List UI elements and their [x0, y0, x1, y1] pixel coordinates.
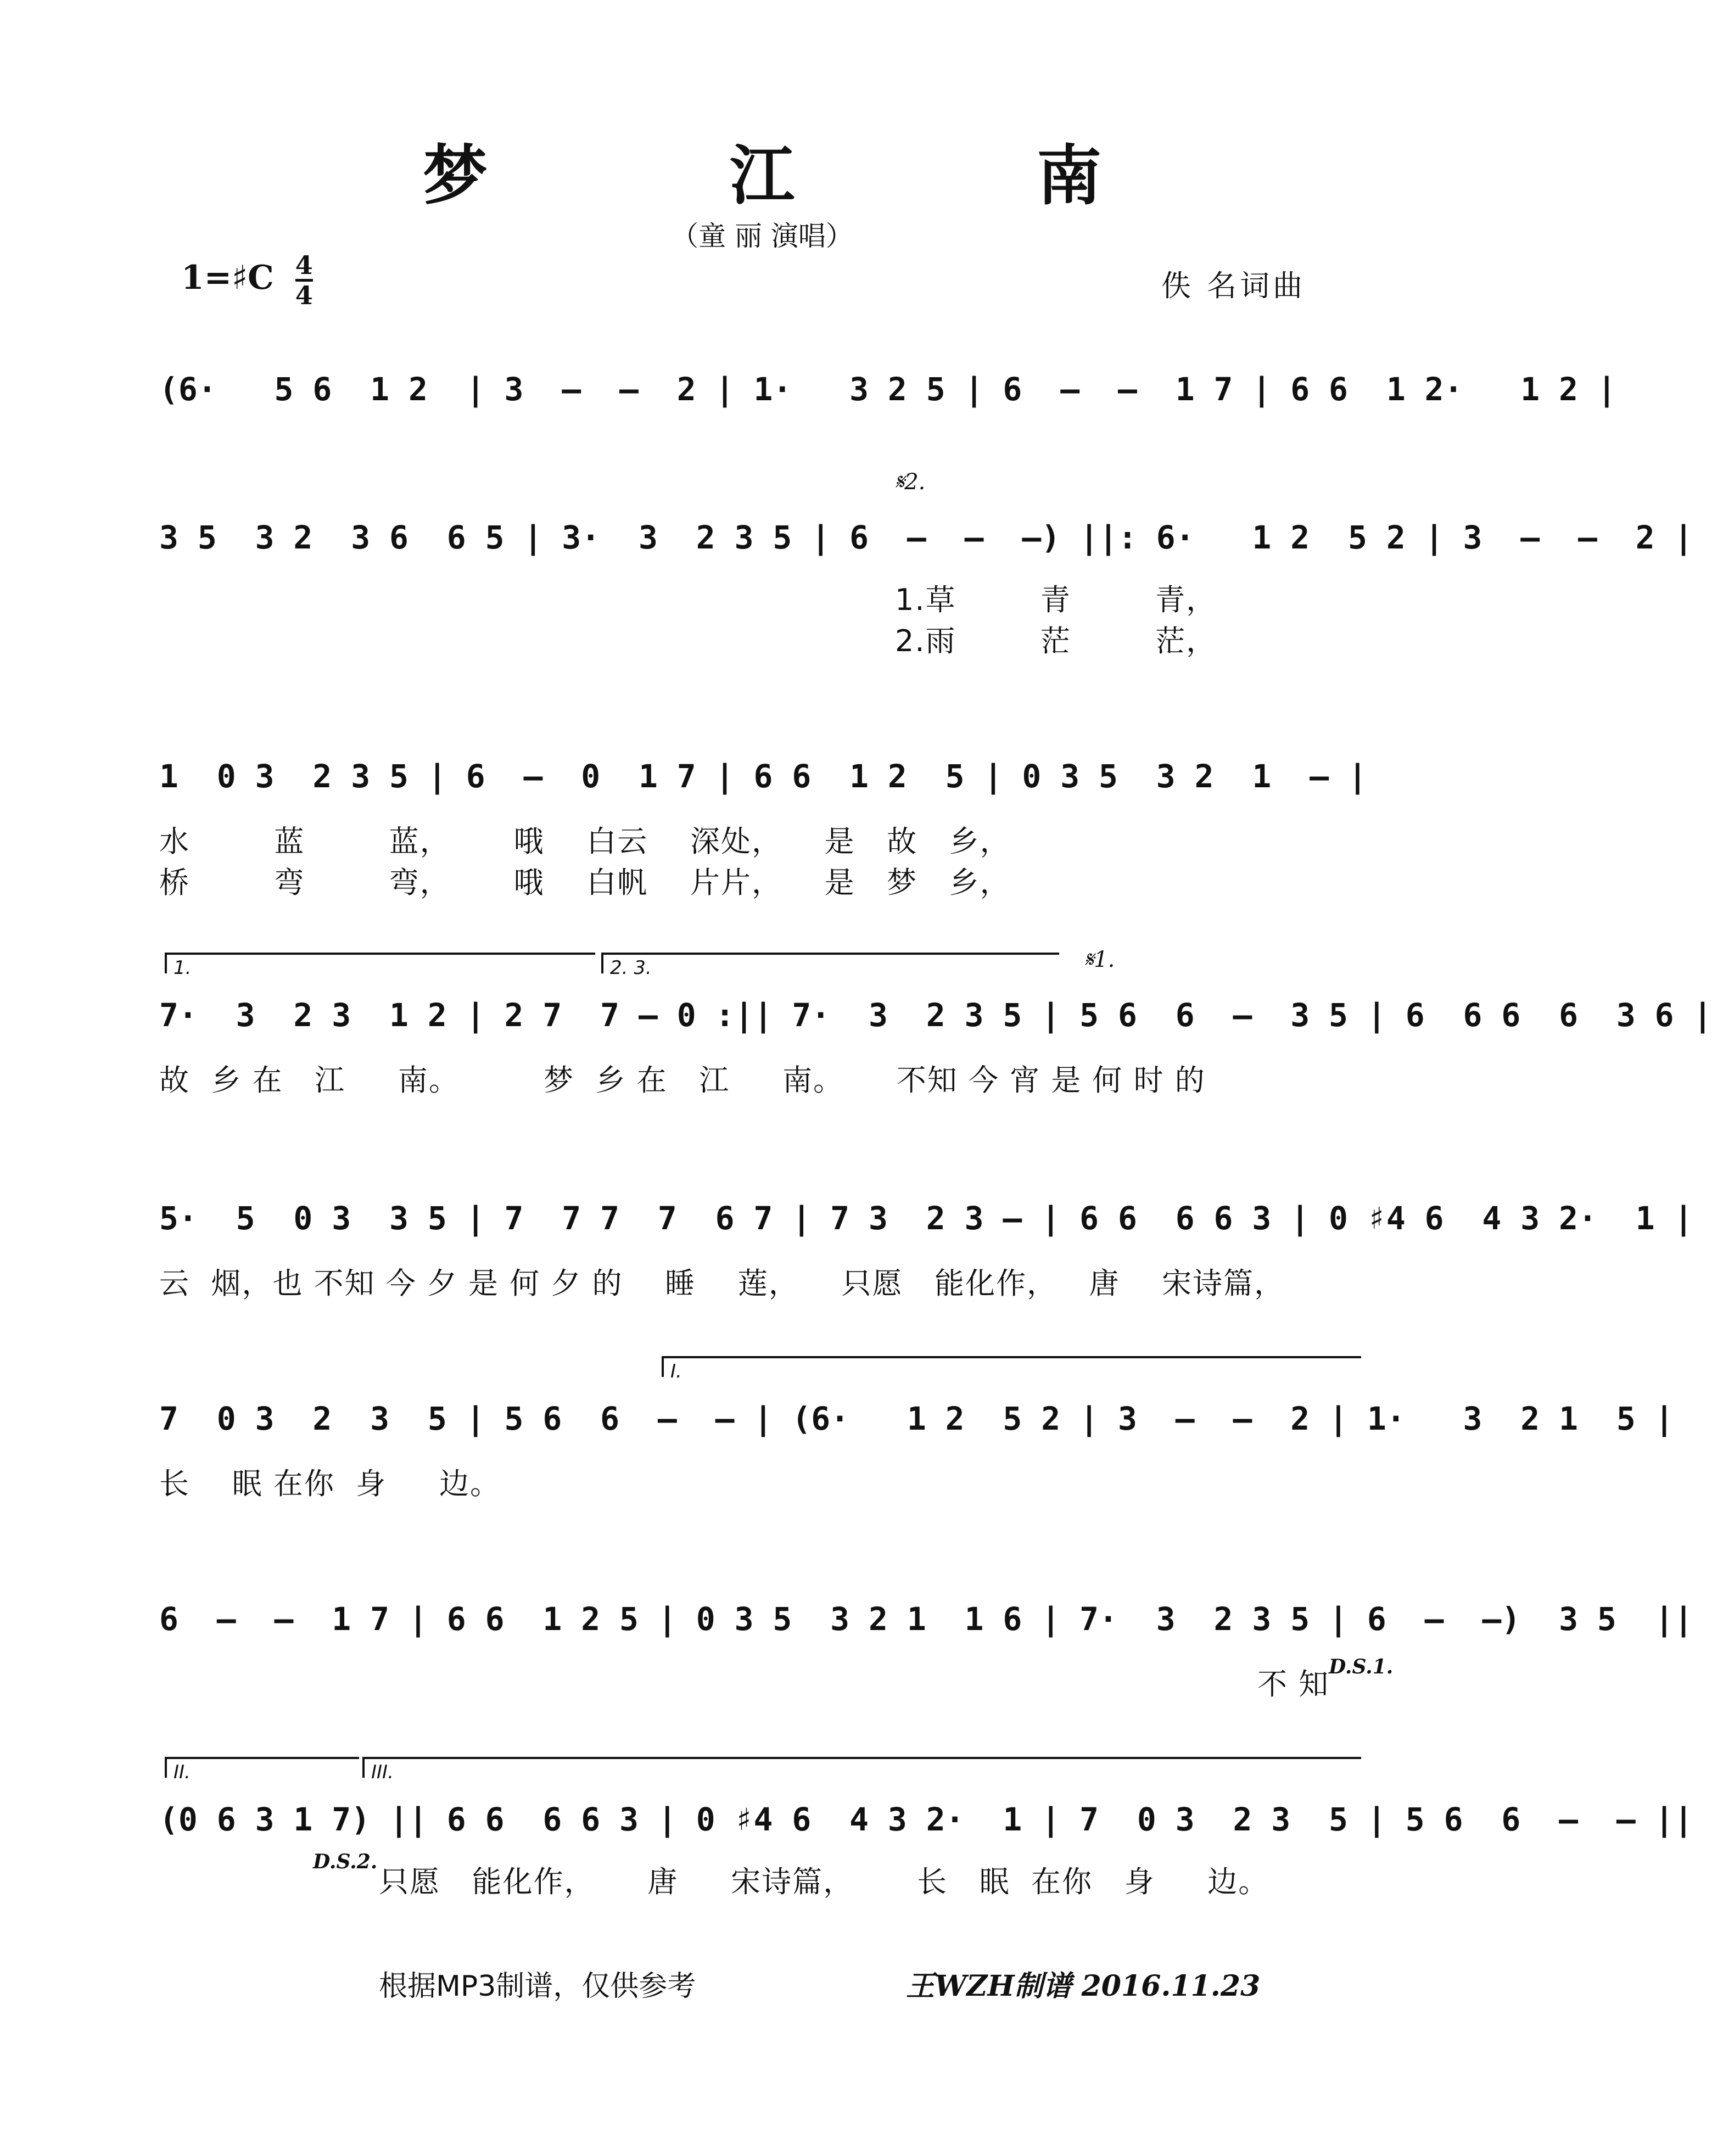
volta-II [165, 1757, 359, 1783]
note-row-2: 3 5 3 2 3 6 6 5 | 3· 3 2 3 5 | 6 – – –) ||: 6· 1 2 5 2 | 3 – – 2 | [159, 519, 1693, 556]
note-row-5: 5· 5 0 3 3 5 | 7 7 7 7 6 7 | 7 3 2 3 – | 6 6 6 6 3 | 0 ♯4 6 4 3 2· 1 | [159, 1200, 1693, 1237]
subtitle: （童 丽 演唱） [671, 220, 853, 252]
key-label: 1=♯C [181, 259, 274, 297]
segno-marker-2: 𝄋2. [895, 469, 926, 495]
key-signature [181, 251, 313, 309]
volta-1-label: 1. [174, 957, 192, 979]
page-title: 梦 江 南 [422, 137, 1212, 214]
lyric-row-7: 不 知 [1257, 1667, 1330, 1701]
ds-1: D.S.1. [1329, 1655, 1394, 1678]
lyric-row-6: 长 眠 在你 身 边。 [159, 1466, 501, 1501]
lyric-row-5: 云 烟，也 不知 今 夕 是 何 夕 的 睡 莲， 只愿 能化作， 唐 宋诗篇， [159, 1266, 1285, 1301]
footer-credit: 王WZH制谱 2016.11.23 [906, 1969, 1261, 2003]
volta-III-label: III. [371, 1761, 394, 1783]
note-row-4: 7· 3 2 3 1 2 | 2 7 7 – 0 :|| 7· 3 2 3 5 | 5 6 6 – 3 5 | 6 6 6 6 3 6 | [159, 996, 1712, 1034]
note-row-7: 6 – – 1 7 | 6 6 1 2 5 | 0 3 5 3 2 1 1 6 | 7· 3 2 3 5 | 6 – –) 3 5 || [159, 1600, 1693, 1638]
volta-23 [601, 953, 1059, 979]
lyric-row-3b: 桥 弯 弯， 哦 白帆 片片， 是 梦 乡， [159, 865, 1011, 900]
time-bottom: 4 [295, 281, 313, 310]
note-row-3: 1 0 3 2 3 5 | 6 – 0 1 7 | 6 6 1 2 5 | 0 3 5 3 2 1 – | [159, 758, 1367, 795]
lyric-row-4: 故 乡 在 江 南。 梦 乡 在 江 南。 不知 今 宵 是 何 时 的 [159, 1063, 1206, 1097]
time-top: 4 [295, 251, 313, 282]
composer-credit: 佚 名词曲 [1161, 268, 1306, 303]
lyric-row-2a: 1.草 青 青， [895, 583, 1217, 617]
volta-II-label: II. [174, 1761, 191, 1783]
footer-note: 根据MP3制谱，仅供参考 [379, 1970, 696, 2003]
volta-1 [165, 953, 595, 979]
volta-III [362, 1757, 1361, 1783]
volta-I [662, 1356, 1361, 1382]
lyric-row-3a: 水 蓝 蓝， 哦 白云 深处， 是 故 乡， [159, 824, 1011, 859]
volta-I-label: I. [670, 1360, 682, 1382]
note-row-6: 7 0 3 2 3 5 | 5 6 6 – – | (6· 1 2 5 2 | 3 – – 2 | 1· 3 2 1 5 | [159, 1400, 1674, 1437]
ds-2: D.S.2. [313, 1850, 378, 1873]
lyric-row-8: 只愿 能化作， 唐 宋诗篇， 长 眠 在你 身 边。 [379, 1864, 1269, 1899]
note-row-1: (6· 5 6 1 2 | 3 – – 2 | 1· 3 2 5 | 6 – – 1 7 | 6 6 1 2· 1 2 | [159, 371, 1616, 408]
lyric-row-2b: 2.雨 茫 茫， [895, 624, 1217, 658]
segno-marker-1: 𝄋1. [1084, 947, 1115, 972]
volta-23-label: 2. 3. [610, 957, 652, 979]
note-row-8: (0 6 3 1 7) || 6 6 6 6 3 | 0 ♯4 6 4 3 2· 1 | 7 0 3 2 3 5 | 5 6 6 – – || [159, 1801, 1693, 1838]
time-signature [295, 251, 313, 309]
